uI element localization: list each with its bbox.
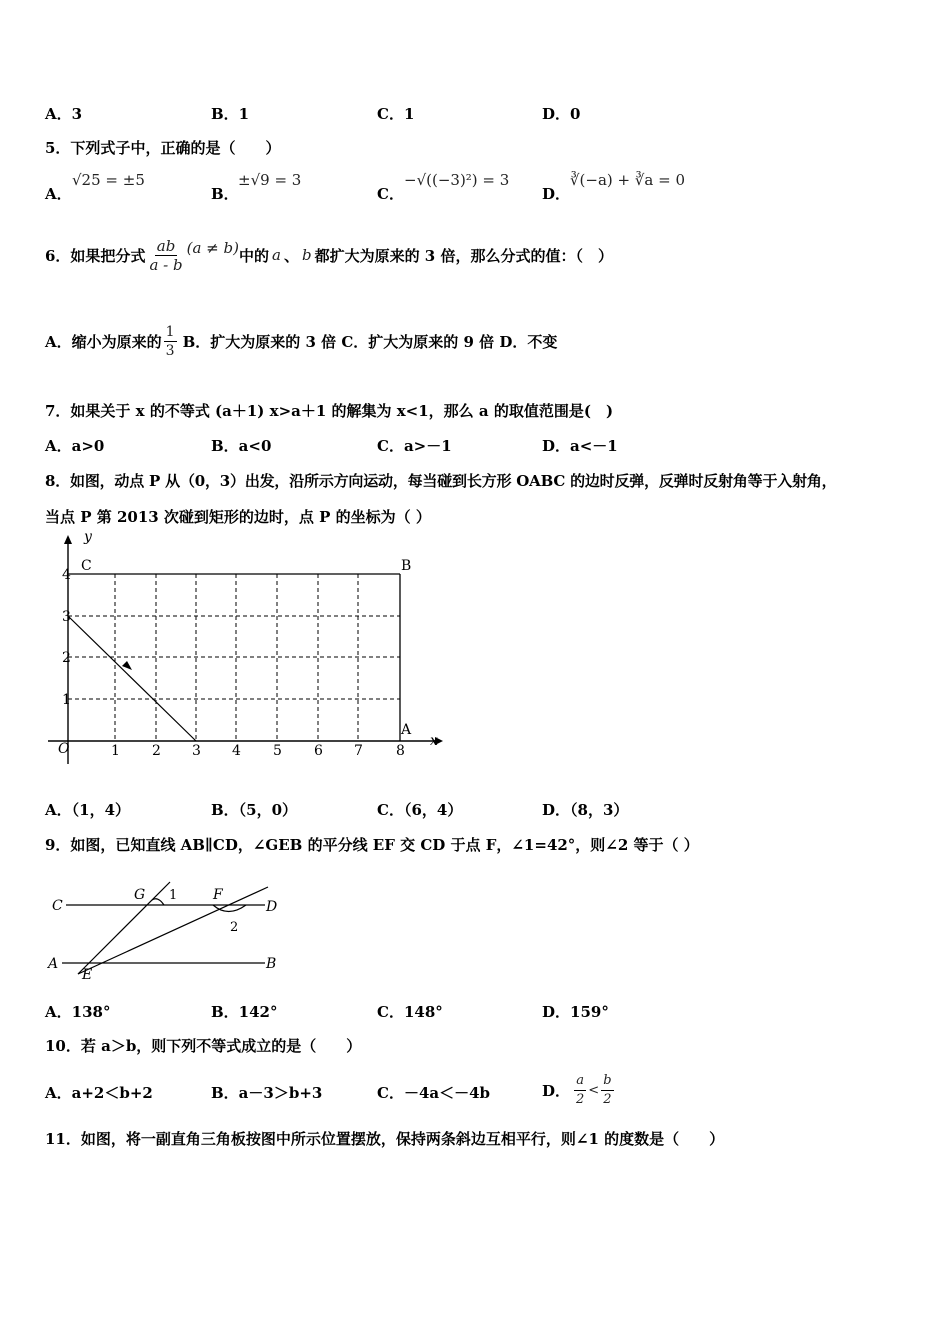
q4-option-a[interactable]: A．3: [45, 105, 83, 123]
q8-option-a[interactable]: A．（1，4）: [45, 801, 131, 819]
q8-x-tick-1: 1: [111, 743, 120, 759]
q6-option-a-numerator: 1: [165, 323, 175, 340]
q5-stem: 5．下列式子中，正确的是（ ）: [45, 139, 281, 157]
q9-label-e: E: [82, 967, 93, 983]
q9-angle2-label: 2: [230, 920, 239, 935]
q10-stem: 10．若 a＞b，则下列不等式成立的是（ ）: [45, 1037, 362, 1055]
q6-option-a-fraction: [164, 323, 177, 360]
q10-option-d-relation: <: [588, 1082, 600, 1098]
q6-option-a-denominator: 3: [165, 342, 175, 359]
q5-option-a-expr[interactable]: √25 = ±5: [72, 171, 145, 189]
q5-option-a-label[interactable]: A．: [45, 185, 72, 203]
q8-stem-line2: 当点 P 第 2013 次碰到矩形的边时，点 P 的坐标为（ ）: [45, 508, 431, 526]
q10-option-b[interactable]: B．a－3＞b+3: [211, 1084, 323, 1102]
q6-fraction-denominator: a - b: [149, 255, 183, 274]
q6-var-b: b: [301, 246, 312, 264]
q8-y-tick-3: 3: [62, 609, 71, 625]
q5-option-c-expr[interactable]: −√((−3)²) = 3: [404, 171, 510, 189]
q6-separator: 、: [283, 246, 299, 265]
q7-option-a[interactable]: A．a>0: [45, 437, 105, 455]
q8-point-a-label: A: [401, 722, 412, 738]
q10-option-a[interactable]: A．a+2＜b+2: [45, 1084, 153, 1102]
q11-stem: 11．如图，将一副直角三角板按图中所示位置摆放，保持两条斜边互相平行，则∠1 的度数是（ ）: [45, 1130, 725, 1148]
q8-y-tick-4: 4: [62, 567, 71, 583]
q6-var-a: a: [271, 246, 281, 264]
q6-condition: (a ≠ b): [186, 239, 239, 257]
q6-fraction: [147, 237, 184, 274]
q9-label-d: D: [266, 899, 278, 915]
q9-option-c[interactable]: C．148°: [377, 1003, 443, 1021]
q9-option-b[interactable]: B．142°: [211, 1003, 278, 1021]
q6-prefix: 6．如果把分式: [45, 246, 146, 265]
q4-option-d[interactable]: D．0: [542, 105, 581, 123]
q8-figure: [40, 532, 450, 777]
q10-option-d-den-a: 2: [576, 1091, 585, 1107]
q6-suffix: 都扩大为原来的 3 倍，那么分式的值：（ ）: [314, 246, 613, 265]
q8-y-tick-labels: [62, 567, 71, 708]
q8-x-tick-2: 2: [152, 743, 161, 759]
q10-option-c[interactable]: C．－4a＜－4b: [377, 1084, 491, 1102]
q8-origin-label: O: [58, 741, 70, 757]
q8-axis-y-label: y: [84, 532, 92, 545]
q8-option-b[interactable]: B．（5，0）: [211, 801, 298, 819]
q8-axes: [48, 538, 435, 764]
q8-grid: [68, 574, 400, 741]
q8-x-tick-labels: [111, 743, 405, 759]
q8-axis-x-label: x: [430, 733, 438, 749]
q10-option-d-fraction-a: [574, 1072, 586, 1109]
q10-option-d[interactable]: [542, 1068, 614, 1112]
q8-x-tick-8: 8: [396, 743, 405, 759]
q8-x-tick-3: 3: [192, 743, 201, 759]
q7-stem: 7．如果关于 x 的不等式 (a＋1) x>a＋1 的解集为 x<1，那么 a 的取值范围是( ): [45, 402, 614, 420]
q10-option-d-num-a: a: [574, 1072, 586, 1091]
q9-label-f: F: [213, 887, 223, 903]
q5-option-d-expr[interactable]: ∛(−a) + ∛a = 0: [570, 171, 686, 189]
q8-y-arrow-icon: [64, 535, 72, 544]
q8-y-tick-1: 1: [62, 692, 71, 708]
q8-stem-line1: 8．如图，动点 P 从（0，3）出发，沿所示方向运动，每当碰到长方形 OABC 的边时反弹，反弹时反射角等于入射角，: [45, 472, 837, 490]
q8-point-c-label: C: [81, 558, 92, 574]
q8-x-tick-5: 5: [273, 743, 282, 759]
q7-option-b[interactable]: B．a<0: [211, 437, 272, 455]
q7-option-c[interactable]: C．a>－1: [377, 437, 452, 455]
q9-stem: 9．如图，已知直线 AB∥CD，∠GEB 的平分线 EF 交 CD 于点 F，∠1=42°，则∠2 等于（ ）: [45, 836, 699, 854]
q8-x-tick-7: 7: [354, 743, 363, 759]
q8-x-tick-4: 4: [232, 743, 241, 759]
q4-option-c[interactable]: C．1: [377, 105, 415, 123]
q9-line-eg: [78, 882, 170, 974]
q6-options-bcd[interactable]: B．扩大为原来的 3 倍 C．扩大为原来的 9 倍 D．不变: [182, 332, 558, 351]
q8-path-line: [68, 616, 196, 741]
q6-option-a-text[interactable]: A．缩小为原来的: [45, 332, 162, 351]
q9-angle1-label: 1: [169, 888, 178, 903]
q10-option-d-fraction-b: [601, 1072, 613, 1109]
q5-option-b-label[interactable]: B．: [211, 185, 239, 203]
q10-option-d-den-b: 2: [603, 1091, 612, 1107]
q8-x-tick-6: 6: [314, 743, 323, 759]
q9-label-c: C: [52, 898, 63, 914]
q8-option-d[interactable]: D．（8，3）: [542, 801, 629, 819]
q8-direction-arrow-icon: [122, 661, 132, 670]
q9-label-a: A: [48, 956, 59, 972]
q8-y-tick-2: 2: [62, 650, 71, 666]
q5-option-c-label[interactable]: C．: [377, 185, 404, 203]
q9-option-d[interactable]: D．159°: [542, 1003, 609, 1021]
q5-option-d-label[interactable]: D．: [542, 185, 571, 203]
q9-angle1-arc: [152, 899, 164, 905]
q8-option-c[interactable]: C．（6，4）: [377, 801, 463, 819]
q10-option-d-label: D．: [542, 1081, 571, 1100]
q4-option-b[interactable]: B．1: [211, 105, 250, 123]
q7-option-d[interactable]: D．a<－1: [542, 437, 618, 455]
q10-option-d-num-b: b: [601, 1072, 613, 1091]
q6-fraction-numerator: ab: [156, 236, 176, 255]
q9-label-g: G: [134, 887, 146, 903]
q5-option-b-expr[interactable]: ±√9 = 3: [238, 171, 302, 189]
q6-mid: 中的: [238, 246, 269, 265]
q8-point-b-label: B: [401, 558, 412, 574]
q9-figure: [40, 870, 300, 985]
q6-options: [45, 318, 557, 364]
q9-option-a[interactable]: A．138°: [45, 1003, 111, 1021]
q9-label-b: B: [266, 956, 277, 972]
q6-stem: [45, 232, 613, 278]
